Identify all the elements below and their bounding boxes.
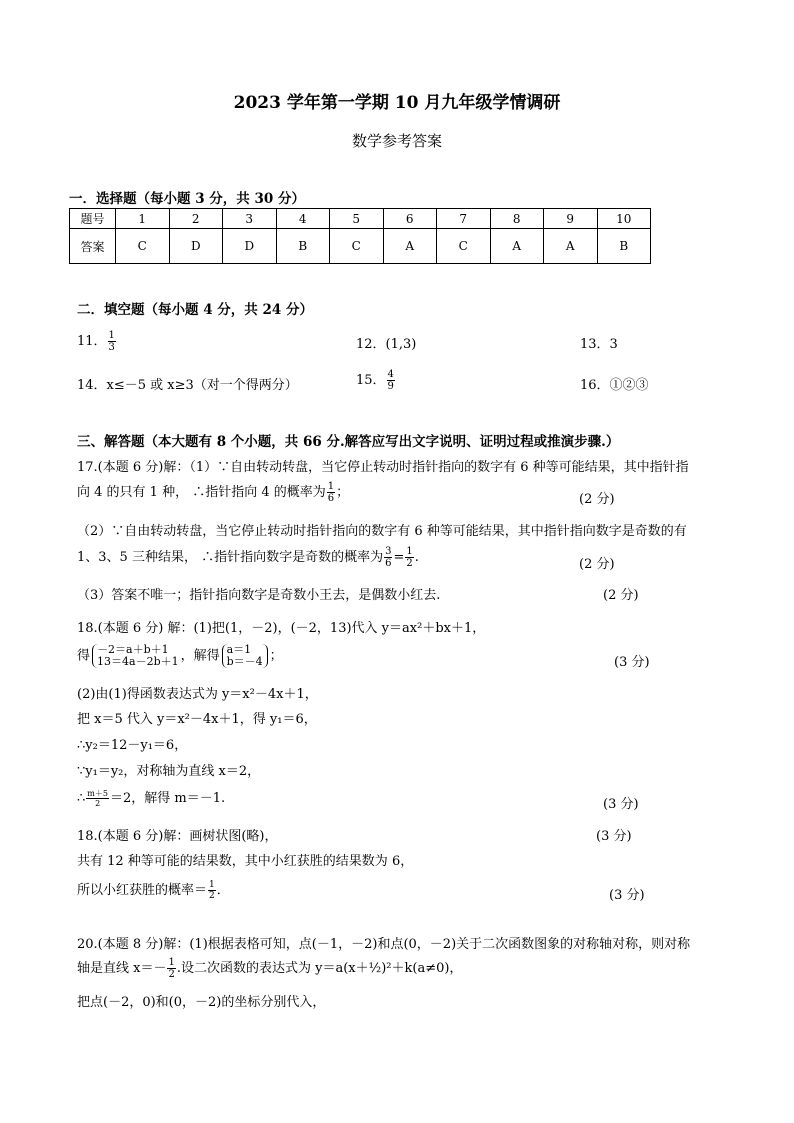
p18-line-2-end: ； [269,648,283,664]
p19-line-1: 18.(本题 6 分)解：画树状图(略)， [77,829,278,844]
solution-system [222,644,268,668]
fraction-numerator: 1 [168,957,175,968]
p17-line-1: 17.(本题 6 分)解：（1）∵自由转动转盘，当它停止转动时指针指向的数字有 6 种等可能结果，其中指针指 [77,460,689,475]
p20-line-3: 把点(－2，0)和(0，－2)的坐标分别代入， [77,995,326,1010]
answer-cell: A [490,229,544,264]
question-number: 1 [116,209,170,229]
answer-table [69,208,651,264]
fraction-denominator: 6 [327,493,335,504]
question-number: 7 [437,209,491,229]
fraction-denominator: 3 [108,342,115,353]
fraction-denominator: 2 [95,799,101,808]
fraction-numerator: 1 [209,880,215,890]
section2-heading: 二．填空题（每小题 4 分，共 24 分） [77,302,313,318]
fraction-numerator: 1 [406,546,413,557]
fraction-numerator: 4 [387,369,394,380]
p17-line-4-text: 1、3、5 三种结果， ∴指针指向数字是奇数的概率为 [77,550,384,565]
p20-line-2-b: .设二次函数的表达式为 y＝a(x＋½)²＋k(a≠0)， [176,961,463,976]
equation-system [92,644,179,668]
fraction-denominator: 6 [385,558,392,569]
fraction [86,789,109,808]
p18-line-4: 把 x＝5 代入 y＝x²－4x＋1，得 y₁＝6， [77,712,317,727]
equation: a＝1 [226,643,252,656]
p17-line-3: （2）∵自由转动转盘，当它停止转动时指针指向的数字有 6 种等可能结果，其中指针指向数字是奇数的有 [77,524,687,539]
p19-line-2: 共有 12 种等可能的结果数，其中小红获胜的结果数为 6， [77,854,414,869]
fraction [384,546,392,569]
p19-line-3-text: 所以小红获胜的概率＝ [77,883,208,898]
equation: b＝－4 [226,655,263,668]
score-mark: (3 分) [609,888,645,903]
row-label-question: 题号 [70,209,116,229]
question-number: 8 [490,209,544,229]
fraction [108,330,116,353]
question-number: 9 [544,209,598,229]
fraction [327,481,335,504]
p18-line-2-pre: 得 [77,648,91,664]
fraction-denominator: 9 [387,381,394,392]
fraction-denominator: 2 [168,969,175,980]
page-title: 2023 学年第一学期 10 月九年级学情调研 [233,93,561,113]
answer-cell: A [544,229,598,264]
row-label-answer: 答案 [70,229,116,264]
p20-line-2-a: 轴是直线 x＝－ [77,961,167,976]
answer-cell: B [276,229,330,264]
equation: 13＝4a－2b＋1 [97,655,179,668]
answer-cell: C [437,229,491,264]
score-mark: (2 分) [603,588,639,603]
p18-line-2-mid: ，解得 [180,648,220,664]
answer-13: 13．3 [580,337,618,352]
fraction-denominator: 2 [209,891,215,901]
question-number: 5 [330,209,384,229]
answer-15-label: 15． [356,373,386,388]
score-mark: (3 分) [614,655,650,670]
fraction-numerator: m＋5 [87,789,108,798]
p20-line-1: 20.(本题 8 分)解：(1)根据表格可知，点(－1，－2)和点(0，－2)关于二次函数图象的对称轴对称，则对称 [77,937,691,952]
p17-line-2 [77,481,349,504]
answer-cell: C [116,229,170,264]
question-number: 3 [223,209,277,229]
answer-16: 16．①②③ [580,378,649,393]
score-mark: (2 分) [579,557,615,572]
p18-line-5: ∴y₂＝12－y₁＝6， [77,738,188,753]
fraction-numerator: 1 [327,481,335,492]
fraction [167,957,175,980]
equation: －2＝a＋b＋1 [97,643,169,656]
answer-11-label: 11． [77,334,107,349]
question-number: 2 [169,209,223,229]
answer-15 [356,369,396,392]
equals-sign: = [393,550,405,565]
table-row [70,209,651,229]
p19-line-3 [77,879,230,901]
score-mark: (2 分) [579,492,615,507]
p20-line-2 [77,957,462,980]
question-number: 6 [383,209,437,229]
p18-line-6: ∵y₁＝y₂，对称轴为直线 x＝2， [77,764,261,779]
p17-line-2-end: ； [336,485,350,500]
p17-line-5: （3）答案不唯一；指针指向数字是奇数小王去，是偶数小红去. [77,588,441,603]
p18-line-1: 18.(本题 6 分) 解：(1)把(1，－2)，(－2，13)代入 y＝ax²＋bx＋1， [77,621,486,636]
score-mark: (3 分) [603,797,639,812]
page-subtitle: 数学参考答案 [351,132,442,150]
p17-line-4 [77,546,419,569]
p18-line-7 [77,787,225,808]
answer-11 [77,330,117,353]
p18-line-7-pre: ∴ [77,791,86,806]
answer-cell: B [597,229,651,264]
fraction-numerator: 1 [108,330,115,341]
answer-cell: C [330,229,384,264]
p18-line-3: (2)由(1)得函数表达式为 y＝x²－4x＋1， [77,687,318,702]
fraction-numerator: 3 [385,546,392,557]
answer-cell: D [223,229,277,264]
table-row [70,229,651,264]
answer-14: 14．x≤－5 或 x≥3（对一个得两分） [77,378,298,393]
question-number: 10 [597,209,651,229]
p19-line-3-end: ． [216,883,230,898]
p18-line-2 [77,644,283,668]
fraction [405,546,413,569]
fraction [387,369,395,392]
answer-cell: A [383,229,437,264]
p17-line-4-end: . [414,550,419,565]
p18-line-7-end: ＝2，解得 m＝－1. [109,791,226,806]
fraction-denominator: 2 [406,558,413,569]
answer-cell: D [169,229,223,264]
answer-12: 12．(1,3) [356,337,417,352]
score-mark: (3 分) [596,829,632,844]
fraction [208,880,216,901]
section1-heading: 一．选择题（每小题 3 分，共 30 分） [69,191,305,207]
question-number: 4 [276,209,330,229]
section3-heading: 三、解答题（本大题有 8 个小题，共 66 分.解答应写出文字说明、证明过程或推演步骤.） [77,434,620,450]
p17-line-2-text: 向 4 的只有 1 种， ∴指针指向 4 的概率为 [77,485,326,500]
